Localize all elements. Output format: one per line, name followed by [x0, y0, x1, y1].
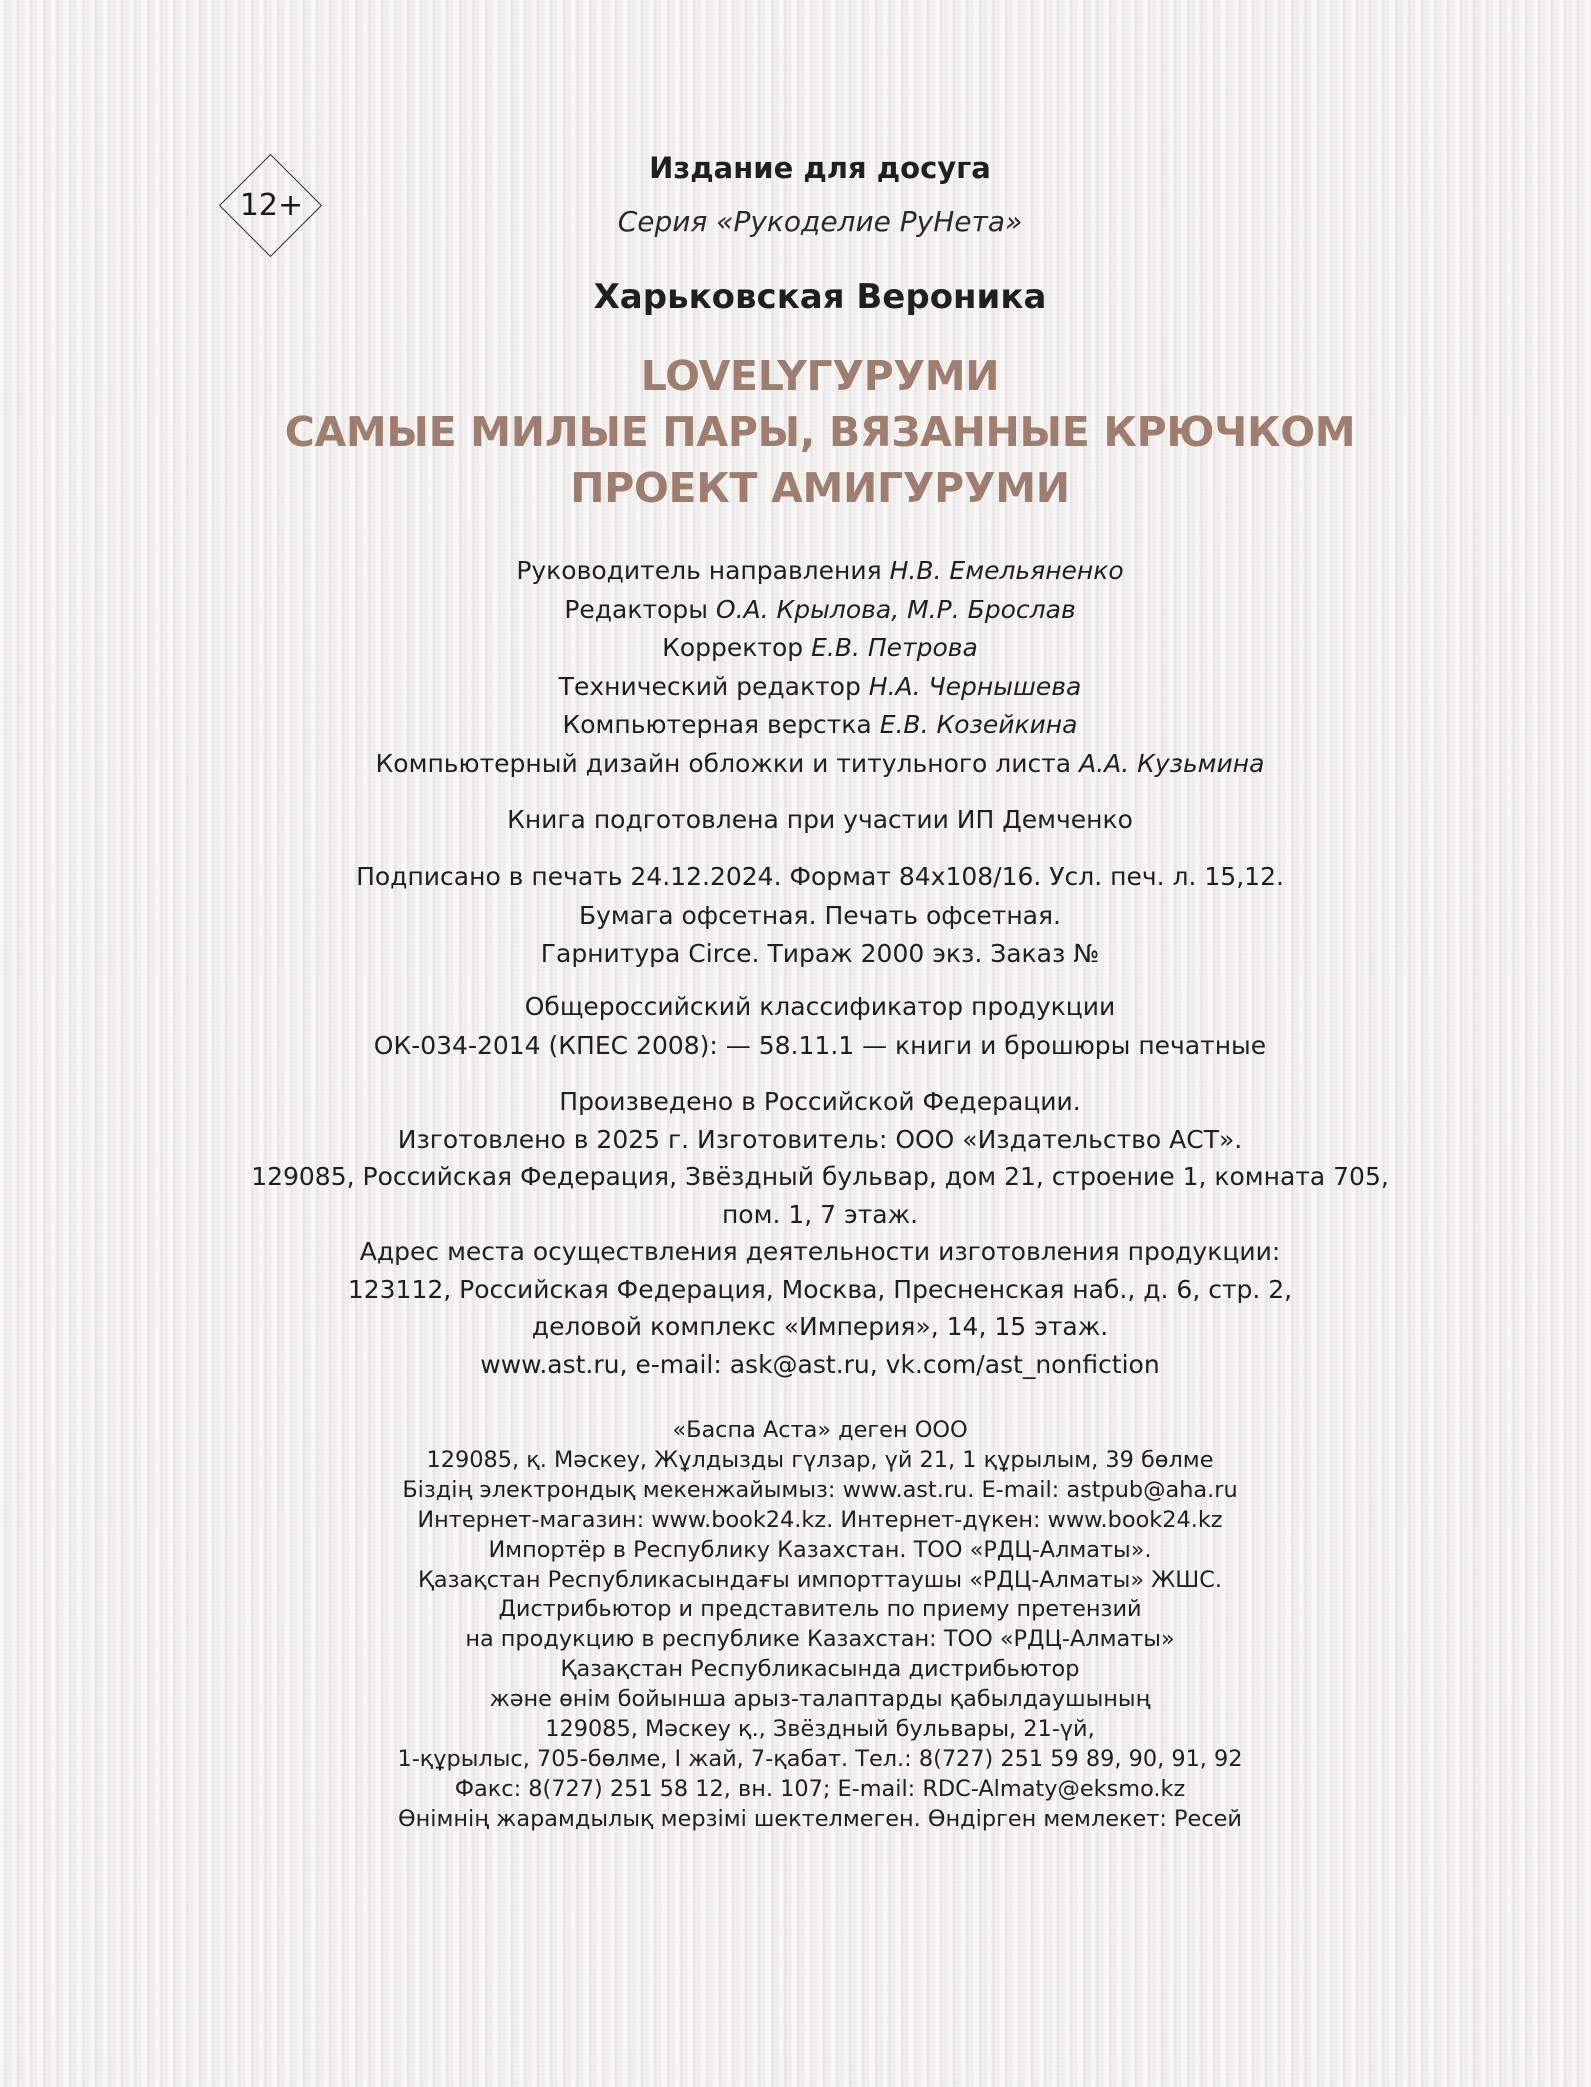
kz-line: Интернет-магазин: www.book24.kz. Интернет-дүкен: www.book24.kz [417, 1506, 1223, 1533]
kz-line: және өнім бойынша арыз-талаптарды қабылдаушының [489, 1686, 1151, 1713]
kz-line: на продукцию в республике Казахстан: ТОО «РДЦ-Алматы» [465, 1626, 1175, 1653]
credit-line [0, 552, 1591, 591]
credit-line [0, 629, 1591, 668]
kz-line: Дистрибьютор и представитель по приему претензий [498, 1596, 1142, 1623]
production-line: Изготовлено в 2025 г. Изготовитель: ООО «Издательство АСТ». [397, 1124, 1243, 1154]
kz-line: Қазақстан Республикасындағы импорттаушы «РДЦ-Алматы» ЖШС. [418, 1566, 1222, 1593]
kz-line: 129085, қ. Мәскеу, Жұлдызды гүлзар, үй 21, 1 құрылым, 39 бөлме [426, 1446, 1214, 1473]
credits-list [0, 552, 1591, 784]
production-line: деловой комплекс «Империя», 14, 15 этаж. [531, 1312, 1109, 1341]
credit-line [0, 591, 1591, 630]
title-line: LOVELYГУРУМИ [640, 352, 1000, 400]
author-name: Харьковская Вероника [593, 277, 1047, 317]
age-rating-label: 12+ [239, 188, 304, 223]
kz-line: Факс: 8(727) 251 58 12, вн. 107; E-mail: RDC-Almaty@eksmo.kz [454, 1775, 1186, 1802]
production-line: 129085, Российская Федерация, Звёздный бульвар, дом 21, строение 1, комната 705, [251, 1162, 1389, 1191]
printing-line: Подписано в печать 24.12.2024. Формат 84x108/16. Усл. печ. л. 15,12. [356, 862, 1284, 891]
kz-line: Өнімнің жарамдылық мерзімі шектелмеген. Өндірген мемлекет: Ресей [398, 1805, 1242, 1832]
credit-role: Компьютерный дизайн обложки и титульного листа [375, 748, 1072, 778]
kz-line: «Баспа Аста» деген ООО [672, 1417, 968, 1443]
production-line: www.ast.ru, e-mail: ask@ast.ru, vk.com/ast_nonfiction [480, 1349, 1160, 1379]
credit-name: Н.А. Чернышева [868, 671, 1082, 701]
edition-type: Издание для досуга [649, 151, 991, 185]
series-name: Серия «Рукоделие РуНета» [617, 205, 1023, 238]
book-title [0, 348, 1591, 516]
credit-line [0, 706, 1591, 745]
production-line: Произведено в Российской Федерации. [559, 1087, 1081, 1116]
classifier-line: ОК-034-2014 (КПЕС 2008): — 58.11.1 — книги и брошюры печатные [373, 1030, 1267, 1060]
production-info [0, 1083, 1591, 1383]
prepared-note: Книга подготовлена при участии ИП Демченко [507, 805, 1133, 834]
product-classifier [0, 988, 1591, 1065]
kz-line: Қазақстан Республикасында дистрибьютор [560, 1656, 1080, 1683]
credit-line [0, 745, 1591, 784]
production-line: Адрес места осуществления деятельности изготовления продукции: [359, 1237, 1281, 1266]
credit-role: Руководитель направления [516, 556, 882, 585]
kz-line: 1-құрылыс, 705-бөлме, I жай, 7-қабат. Тел.: 8(727) 251 59 89, 90, 91, 92 [397, 1745, 1243, 1772]
production-line: 123112, Российская Федерация, Москва, Пресненская наб., д. 6, стр. 2, [347, 1274, 1293, 1304]
credit-name: Н.В. Емельяненко [889, 556, 1124, 585]
printing-details [0, 858, 1591, 974]
title-line: ПРОЕКТ АМИГУРУМИ [570, 464, 1070, 512]
credit-name: Е.В. Петрова [811, 633, 978, 663]
credit-name: Е.В. Козейкина [879, 710, 1078, 740]
credit-role: Редакторы [564, 594, 708, 624]
classifier-line: Общероссийский классификатор продукции [524, 992, 1116, 1021]
credit-role: Корректор [662, 633, 804, 663]
kz-line: Импортёр в Республику Казахстан. ТОО «РДЦ-Алматы». [488, 1536, 1152, 1563]
credit-role: Технический редактор [558, 671, 861, 701]
kz-line: Біздің электрондық мекенжайымыз: www.ast.ru. E-mail: astpub@aha.ru [402, 1476, 1238, 1503]
printing-line: Бумага офсетная. Печать офсетная. [578, 900, 1061, 930]
credit-name: О.А. Крылова, М.Р. Брослав [715, 594, 1076, 624]
production-line: пом. 1, 7 этаж. [721, 1199, 919, 1229]
printing-line: Гарнитура Circe. Тираж 2000 экз. Заказ № [540, 939, 1100, 968]
kazakhstan-distribution-info [0, 1416, 1591, 1835]
credit-name: А.А. Кузьмина [1079, 748, 1265, 778]
credit-role: Компьютерная верстка [562, 710, 872, 740]
title-line: САМЫЕ МИЛЫЕ ПАРЫ, ВЯЗАННЫЕ КРЮЧКОМ [284, 408, 1356, 456]
credit-line [0, 668, 1591, 707]
kz-line: 129085, Мәскеу қ., Звёздный бульвары, 21-үй, [545, 1716, 1095, 1743]
